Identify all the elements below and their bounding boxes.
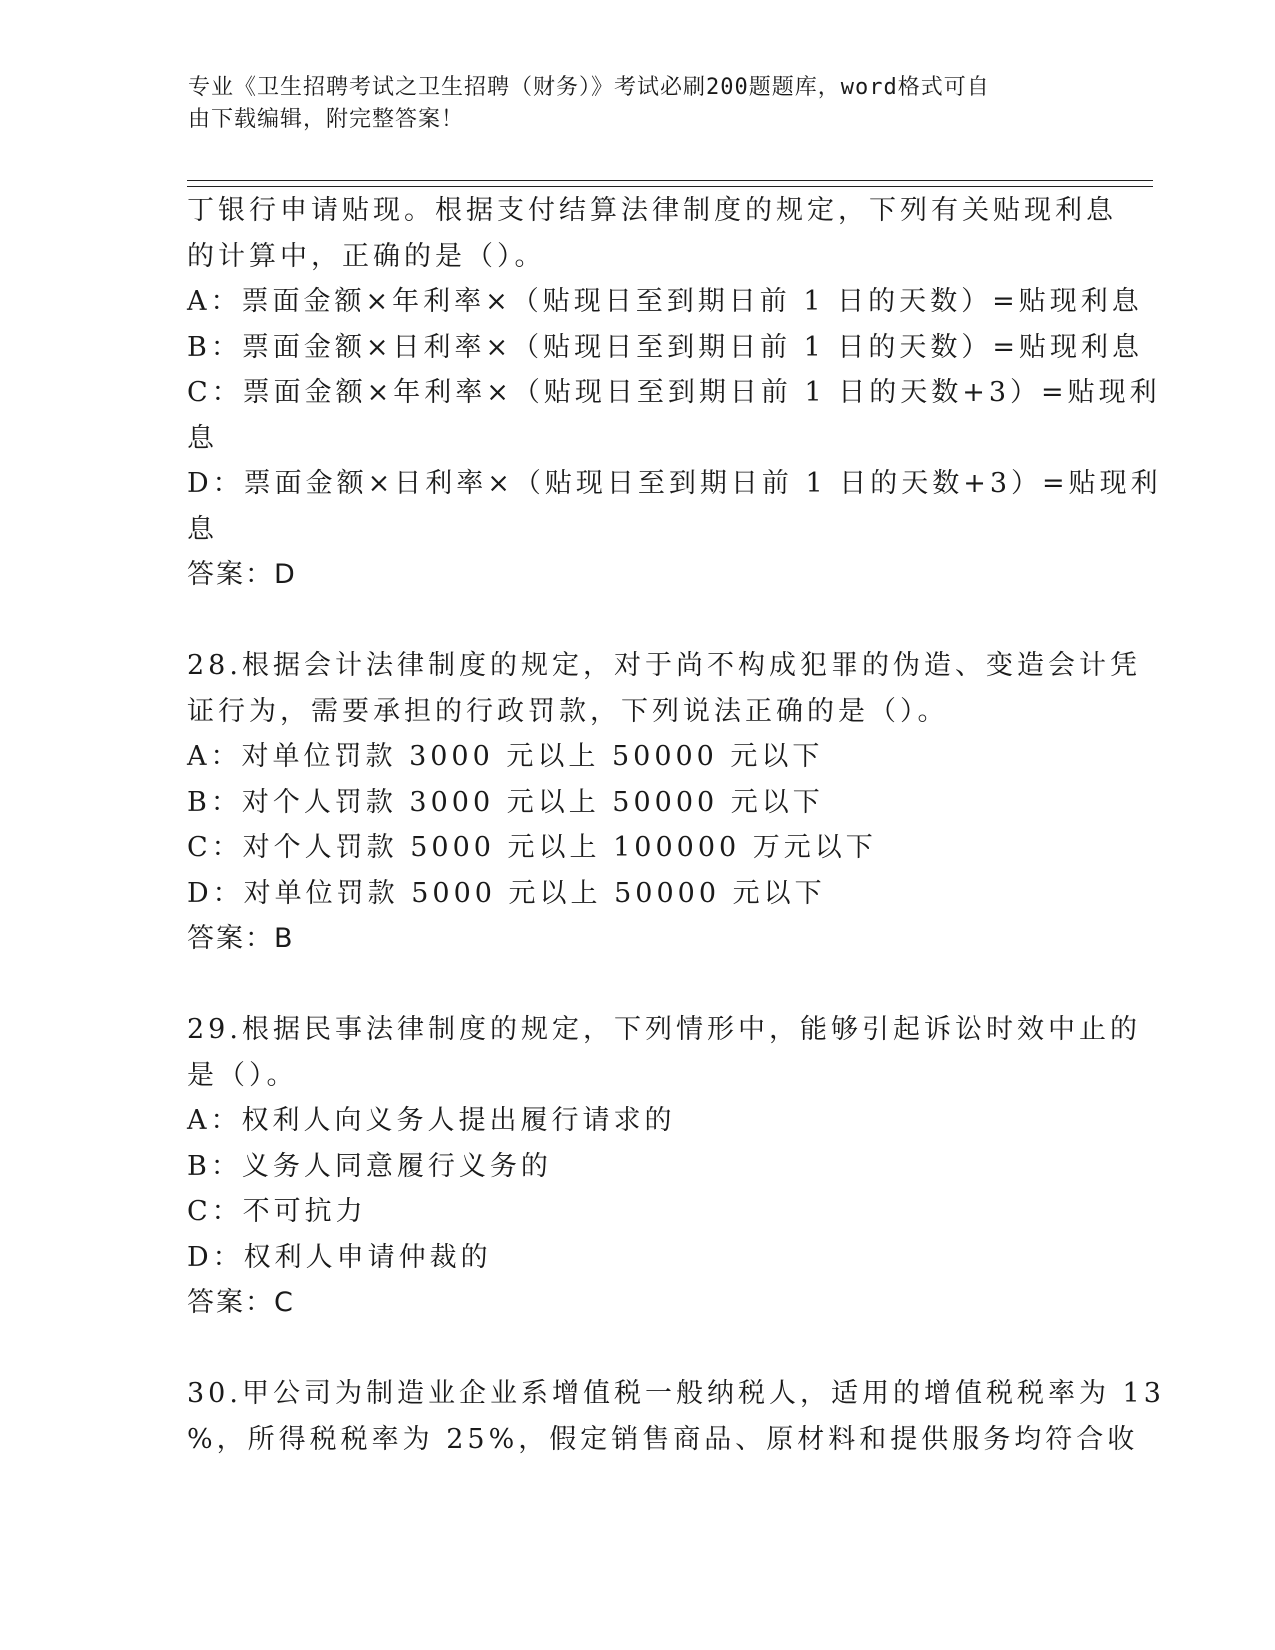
- answer-line: 答案：D: [187, 559, 297, 590]
- option-b: B：义务人同意履行义务的: [187, 1150, 552, 1182]
- question-30: [187, 1371, 1165, 1462]
- question-list: [187, 188, 1165, 1462]
- option-a: A：权利人向义务人提出履行请求的: [187, 1105, 676, 1136]
- option-b: B：对个人罚款 3000 元以上 50000 元以下: [187, 786, 824, 818]
- question-stem-line: %，所得税税率为 25%，假定销售商品、原材料和提供服务均符合收: [187, 1423, 1139, 1455]
- header-line-2: 由下载编辑，附完整答案！: [188, 107, 465, 132]
- option-d-continued: 息: [187, 513, 218, 545]
- option-d: D：权利人申请仲裁的: [187, 1241, 492, 1273]
- spacer: [187, 962, 1087, 1008]
- option-b: B：票面金额×日利率×（贴现日至到期日前 1 日的天数）=贴现利息: [187, 331, 1144, 363]
- question-29: [187, 1007, 1141, 1326]
- question-stem-line: 的计算中，正确的是（）。: [187, 240, 546, 272]
- question-stem-line: 29.根据民事法律制度的规定，下列情形中，能够引起诉讼时效中止的: [187, 1014, 1141, 1045]
- question-stem-line: 证行为，需要承担的行政罚款，下列说法正确的是（）。: [187, 695, 949, 727]
- question-27: [187, 188, 1162, 598]
- header-divider-top: [187, 180, 1153, 181]
- option-c: C：票面金额×年利率×（贴现日至到期日前 1 日的天数+3）=贴现利: [187, 377, 1161, 408]
- option-c: C：不可抗力: [187, 1196, 367, 1227]
- answer-line: 答案：C: [187, 1287, 295, 1318]
- question-stem-line: 28.根据会计法律制度的规定，对于尚不构成犯罪的伪造、变造会计凭: [187, 650, 1141, 681]
- option-c: C：对个人罚款 5000 元以上 100000 万元以下: [187, 832, 877, 863]
- option-d: D：票面金额×日利率×（贴现日至到期日前 1 日的天数+3）=贴现利: [187, 468, 1162, 499]
- option-a: A：对单位罚款 3000 元以上 50000 元以下: [187, 741, 824, 772]
- option-c-continued: 息: [187, 422, 218, 454]
- question-stem-line: 丁银行申请贴现。根据支付结算法律制度的规定，下列有关贴现利息: [187, 195, 1117, 226]
- question-stem-line: 30.甲公司为制造业企业系增值税一般纳税人，适用的增值税税率为 13: [187, 1378, 1165, 1409]
- spacer: [187, 1326, 1087, 1372]
- option-d: D：对单位罚款 5000 元以上 50000 元以下: [187, 877, 826, 909]
- question-28: [187, 643, 1141, 962]
- question-stem-line: 是（）。: [187, 1059, 298, 1091]
- header-divider-bottom: [187, 186, 1153, 187]
- option-a: A：票面金额×年利率×（贴现日至到期日前 1 日的天数）=贴现利息: [187, 286, 1143, 317]
- document-header: [188, 72, 1068, 136]
- spacer: [187, 598, 1087, 644]
- answer-line: 答案：B: [187, 923, 295, 954]
- header-line-1: 专业《卫生招聘考试之卫生招聘（财务）》考试必刷200题题库，word格式可自: [188, 75, 990, 100]
